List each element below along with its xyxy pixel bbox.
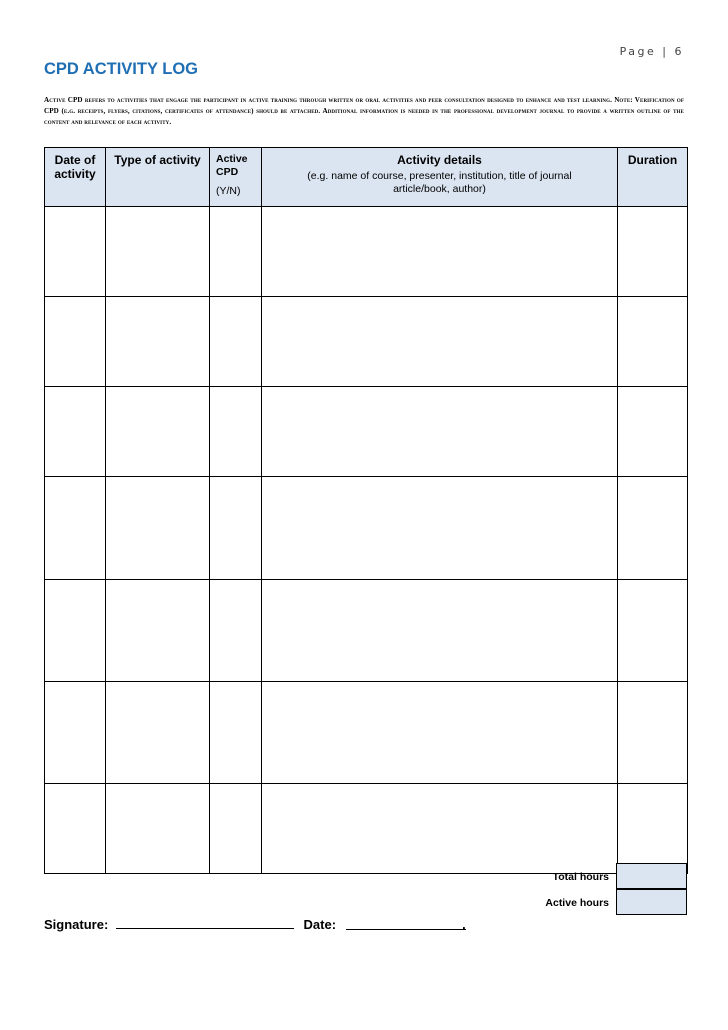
cell-active[interactable] xyxy=(210,477,262,580)
header-active-cpd-yn: (Y/N) xyxy=(216,185,241,197)
table-row xyxy=(45,784,688,874)
header-duration: Duration xyxy=(618,148,688,207)
table-row xyxy=(45,682,688,784)
header-activity-details-label: Activity details xyxy=(397,153,482,167)
cell-type[interactable] xyxy=(106,297,210,387)
cell-active[interactable] xyxy=(210,387,262,477)
active-hours-label: Active hours xyxy=(545,897,609,909)
table-row xyxy=(45,297,688,387)
cell-active[interactable] xyxy=(210,297,262,387)
header-activity-details xyxy=(262,148,618,207)
cell-duration[interactable] xyxy=(618,207,688,297)
date-field[interactable] xyxy=(346,917,466,930)
total-hours-row xyxy=(44,863,687,888)
cell-details[interactable] xyxy=(262,682,618,784)
header-activity-details-hint: (e.g. name of course, presenter, institution, title of journal article/book, author) xyxy=(307,170,572,195)
cell-type[interactable] xyxy=(106,477,210,580)
cell-type[interactable] xyxy=(106,784,210,874)
cell-date[interactable] xyxy=(45,387,106,477)
cell-details[interactable] xyxy=(262,477,618,580)
cell-duration[interactable] xyxy=(618,477,688,580)
cell-type[interactable] xyxy=(106,387,210,477)
cell-duration[interactable] xyxy=(618,387,688,477)
cell-active[interactable] xyxy=(210,784,262,874)
cell-duration[interactable] xyxy=(618,682,688,784)
header-active-cpd-label: Active CPD xyxy=(216,153,248,178)
cell-duration[interactable] xyxy=(618,580,688,682)
page-number: Page | 6 xyxy=(619,45,684,58)
cell-details[interactable] xyxy=(262,207,618,297)
table-row xyxy=(45,207,688,297)
activity-log-table xyxy=(44,147,688,874)
cell-date[interactable] xyxy=(45,477,106,580)
signature-label: Signature: xyxy=(44,917,109,932)
header-date-of-activity: Date of activity xyxy=(45,148,106,207)
table-row xyxy=(45,477,688,580)
cell-duration[interactable] xyxy=(618,784,688,874)
cell-date[interactable] xyxy=(45,784,106,874)
table-row xyxy=(45,387,688,477)
page-title: CPD ACTIVITY LOG xyxy=(44,60,199,78)
header-active-cpd xyxy=(210,148,262,207)
cell-details[interactable] xyxy=(262,784,618,874)
cell-active[interactable] xyxy=(210,682,262,784)
cell-date[interactable] xyxy=(45,682,106,784)
signature-field[interactable] xyxy=(116,916,294,929)
cell-details[interactable] xyxy=(262,580,618,682)
cell-date[interactable] xyxy=(45,580,106,682)
table-row xyxy=(45,580,688,682)
header-type-of-activity: Type of activity xyxy=(106,148,210,207)
total-hours-label: Total hours xyxy=(552,871,609,883)
cell-details[interactable] xyxy=(262,387,618,477)
cell-date[interactable] xyxy=(45,297,106,387)
intro-paragraph: Active CPD refers to activities that engage the participant in active training through written or oral activities and peer consultation designed to enhance and test learning. Note: Verification of CPD (e.g. receipts, flyers, citations, certificates of attendance) should be attached. Additional information is needed in the professional development journal to provide a written outline of the content and relevance of each activity. xyxy=(44,96,684,126)
cell-type[interactable] xyxy=(106,207,210,297)
cell-active[interactable] xyxy=(210,207,262,297)
signature-line xyxy=(44,916,466,932)
active-hours-field[interactable] xyxy=(616,889,687,915)
total-hours-field[interactable] xyxy=(616,863,687,889)
date-end-mark: . xyxy=(462,917,466,932)
cell-type[interactable] xyxy=(106,580,210,682)
table-header-row xyxy=(45,148,688,207)
cell-active[interactable] xyxy=(210,580,262,682)
cell-details[interactable] xyxy=(262,297,618,387)
cell-date[interactable] xyxy=(45,207,106,297)
date-label: Date: xyxy=(303,917,337,932)
cell-type[interactable] xyxy=(106,682,210,784)
active-hours-row xyxy=(44,889,687,914)
cell-duration[interactable] xyxy=(618,297,688,387)
